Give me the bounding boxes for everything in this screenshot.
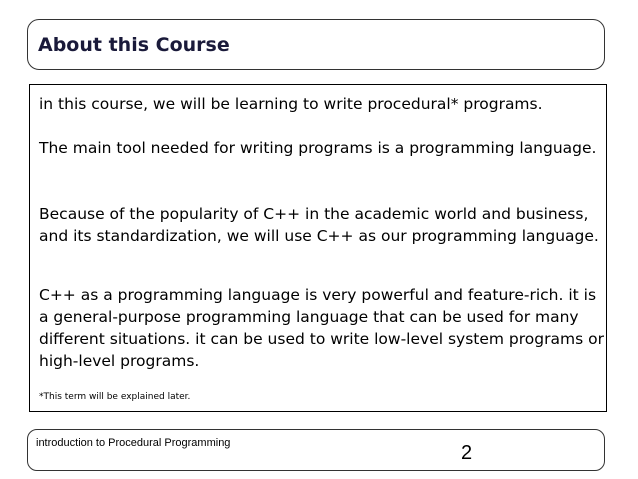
footnote: *This term will be explained later. (39, 392, 191, 402)
page-number: 2 (461, 442, 473, 464)
slide-content-box (29, 84, 607, 412)
footer-course-name: introduction to Procedural Programming (36, 437, 231, 449)
slide-title: About this Course (38, 34, 230, 56)
paragraph-2: The main tool needed for writing programs is a programming language. (39, 139, 597, 157)
slide-footer-box (27, 429, 605, 471)
paragraph-3: Because of the popularity of C++ in the academic world and business, and its standardization, we will use C++ as our programming language. (39, 205, 599, 245)
paragraph-4: C++ as a programming language is very powerful and feature-rich. it is a general-purpose programming language that can be used for many different situations. it can be used to write low-level system programs or high-level programs. (39, 286, 604, 370)
paragraph-1: in this course, we will be learning to write procedural* programs. (39, 95, 543, 113)
slide-title-box (27, 19, 605, 70)
